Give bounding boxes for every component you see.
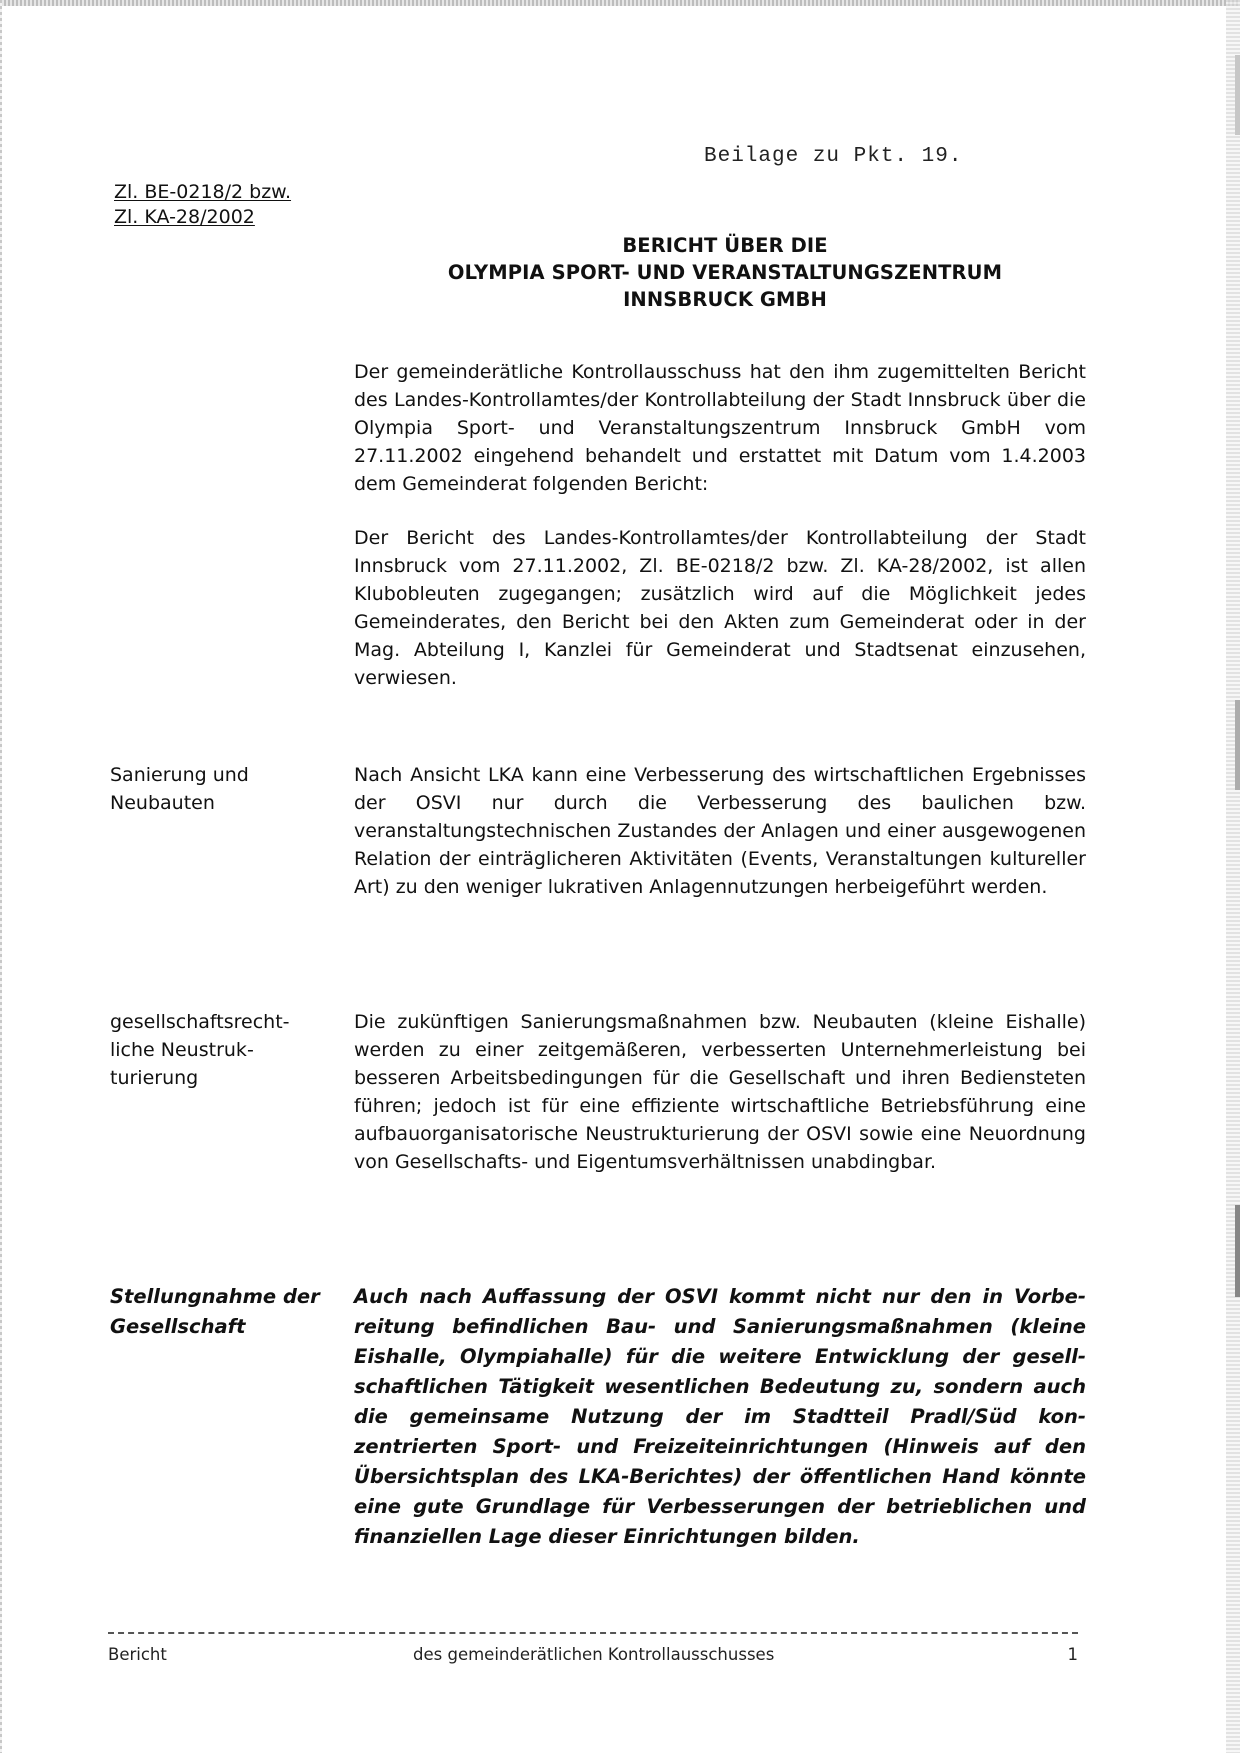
footer-divider	[108, 1632, 1078, 1634]
title-line: OLYMPIA SPORT- UND VERANSTALTUNGSZENTRUM	[447, 261, 1003, 284]
page-number: 1	[1067, 1645, 1078, 1664]
reference-number: Zl. KA-28/2002	[114, 206, 255, 228]
section-label: Stellungnahme der Gesellschaft	[110, 1285, 320, 1338]
title-line: INNSBRUCK GMBH	[623, 288, 827, 311]
scan-border-right	[1226, 0, 1240, 1753]
attachment-note: Beilage zu Pkt. 19.	[704, 145, 963, 168]
reference-number: Zl. BE-0218/2 bzw.	[114, 181, 292, 203]
footer-center: des gemeinderätlichen Kontrollausschusses	[413, 1645, 775, 1664]
intro-paragraph: Der Bericht des Landes-Kontrollamtes/der Kontrollabteilung der Stadt Innsbruck vom 27.11.2002, Zl. BE-0218/2 bzw. Zl. KA-28/2002, ist allen Klubobleuten zugegangen; zusätzlich wird auf die Möglichkeit jedes Gemeinderates, den Bericht bei den Akten zum Gemeinderat oder in der Mag. Abteilung I, Kanzlei für Gemeinderat und Stadtsenat einzusehen, verwiesen.	[354, 527, 1086, 689]
scan-border-left	[0, 0, 2, 1753]
section-text: Auch nach Auffassung der OSVI kommt nicht nur den in Vorbereitung befindlichen Bau- und Sanierungsmaßnahmen (kleine Eishalle, Olympiahalle) für die weitere Entwicklung der gesellschaftlichen Tätigkeit wesentlichen Bedeutung zu, sondern auch die gemeinsame Nutzung der im Stadtteil Pradl/Süd konzentrierten Sport- und Freizeiteinrichtungen (Hinweis auf den Übersichtsplan des LKA-Berichtes) der öffentlichen Hand könnte eine gute Grundlage für Verbesserungen der betrieblichen und finanziellen Lage dieser Einrichtungen bilden.	[354, 1285, 1086, 1548]
section-text: Die zukünftigen Sanierungsmaßnahmen bzw. Neubauten (kleine Eishalle) werden zu einer zeitgemäßeren, verbesserten Unternehmerleistung bei besseren Arbeitsbedingungen für die Gesellschaft und ihren Bediensteten führen; jedoch ist für eine effiziente wirtschaftliche Betriebsführung eine aufbauorganisatorische Neustrukturierung der OSVI sowie eine Neuordnung von Gesellschafts- und Eigentumsverhältnissen unabdingbar.	[354, 1011, 1086, 1173]
footer-left: Bericht	[108, 1645, 167, 1664]
section-label: gesellschaftsrechtliche Neustrukturierung	[110, 1011, 290, 1089]
section-text: Nach Ansicht LKA kann eine Verbesserung des wirtschaftlichen Ergebnisses der OSVI nur durch die Verbesserung des baulichen bzw. veranstaltungstechnischen Zustandes der Anlagen und einer ausgewogenen Relation der einträglicheren Aktivitäten (Events, Veranstaltungen kultureller Art) zu den weniger lukrativen Anlagennutzungen herbeigeführt werden.	[354, 764, 1086, 898]
section-label: Sanierung und Neubauten	[110, 764, 249, 814]
document-title	[340, 232, 1110, 313]
page-footer	[108, 1645, 1078, 1669]
scan-border-top	[0, 0, 1240, 6]
intro-paragraph: Der gemeinderätliche Kontrollausschuss hat den ihm zugemittelten Bericht des Landes-Kontrollamtes/der Kontrollabteilung der Stadt Innsbruck über die Olympia Sport- und Veranstaltungszentrum Innsbruck GmbH vom 27.11.2002 eingehend behandelt und erstattet mit Datum vom 1.4.2003 dem Gemeinderat folgenden Bericht:	[354, 361, 1086, 495]
title-line: BERICHT ÜBER DIE	[622, 234, 828, 257]
reference-numbers	[114, 180, 291, 230]
